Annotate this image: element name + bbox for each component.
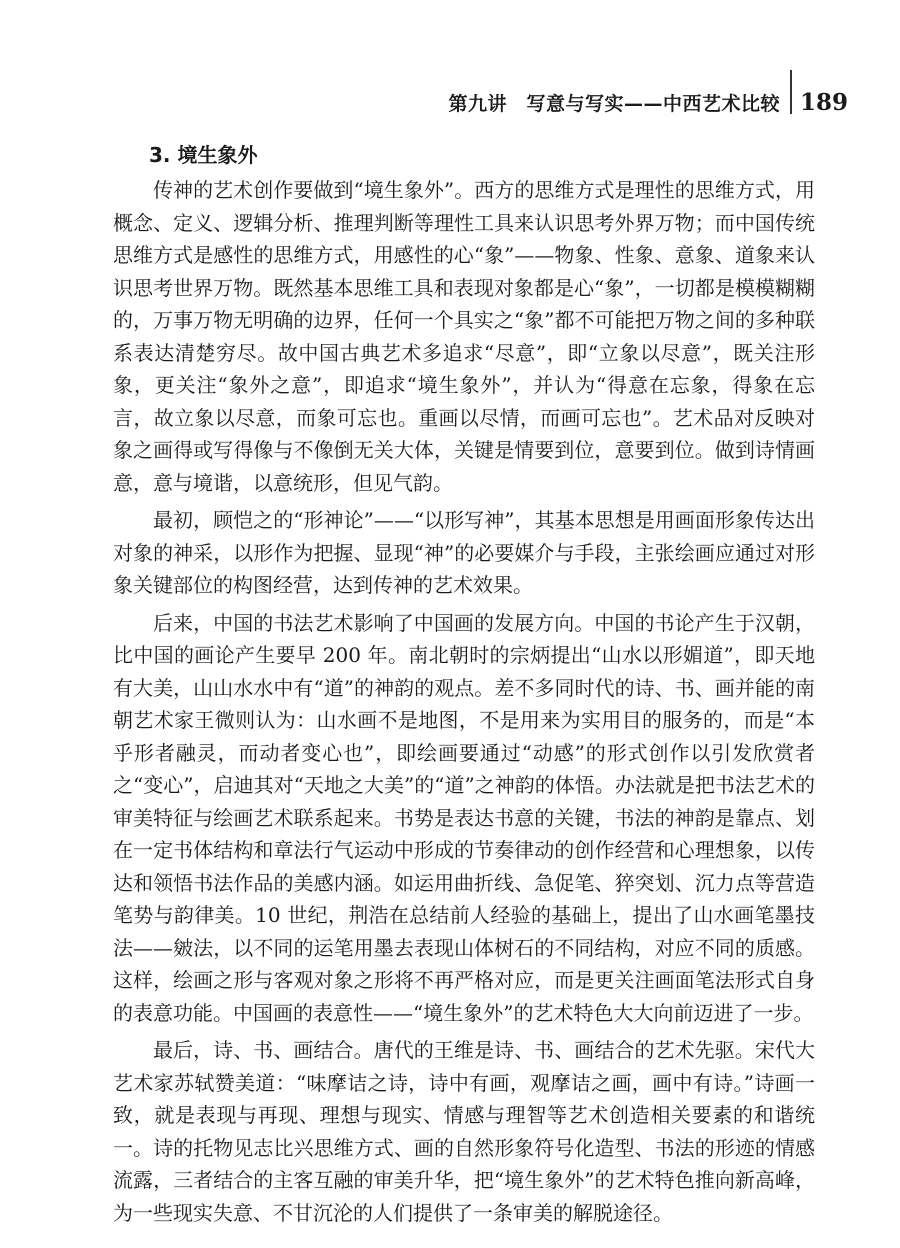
paragraph-2: 最初，顾恺之的“形神论”——“以形写神”，其基本思想是用画面形象传达出对象的神采，以形作为把握、显现“神”的必要媒介与手段，主张绘画应通过对形象关键部位的构图经营，达到传神的艺术效果。: [113, 508, 815, 597]
chapter-title: 第九讲 写意与写实——中西艺术比较: [448, 92, 780, 115]
running-header: [448, 80, 848, 124]
header-divider: [790, 70, 792, 114]
page-body: [113, 140, 815, 1234]
page-number: 189: [799, 88, 848, 116]
paragraph-4: 最后，诗、书、画结合。唐代的王维是诗、书、画结合的艺术先驱。宋代大艺术家苏轼赞美道：“味摩诘之诗，诗中有画，观摩诘之画，画中有诗。”诗画一致，就是表现与再现、理想与现实、情感与理智等艺术创造相关要素的和谐统一。诗的托物见志比兴思维方式、画的自然形象符号化造型、书法的形迹的情感流露，三者结合的主客互融的审美升华，把“境生象外”的艺术特色推向新高峰，为一些现实失意、不甘沉沦的人们提供了一条审美的解脱途径。: [113, 1038, 815, 1225]
paragraph-1: 传神的艺术创作要做到“境生象外”。西方的思维方式是理性的思维方式，用概念、定义、逻辑分析、推理判断等理性工具来认识思考外界万物；而中国传统思维方式是感性的思维方式，用感性的心“象”——物象、性象、意象、道象来认识思考世界万物。既然基本思维工具和表现对象都是心“象”，一切都是模模糊糊的，万事万物无明确的边界，任何一个具实之“象”都不可能把万物之间的多种联系表达清楚穷尽。故中国古典艺术多追求“尽意”，即“立象以尽意”，既关注形象，更关注“象外之意”，即追求“境生象外”，并认为“得意在忘象，得象在忘言，故立象以尽意，而象可忘也。重画以尽情，而画可忘也”。艺术品对反映对象之画得或写得像与不像倒无关大体，关键是情要到位，意要到位。做到诗情画意，意与境谐，以意统形，但见气韵。: [113, 178, 815, 495]
paragraph-3: 后来，中国的书法艺术影响了中国画的发展方向。中国的书论产生于汉朝，比中国的画论产生要早 200 年。南北朝时的宗炳提出“山水以形媚道”，即天地有大美，山山水水中有“道”的神韵的观点。差不多同时代的诗、书、画并能的南朝艺术家王微则认为：山水画不是地图，不是用来为实用目的服务的，而是“本乎形者融灵，而动者变心也”，即绘画要通过“动感”的形式创作以引发欣赏者之“变心”，启迪其对“天地之大美”的“道”之神韵的体悟。办法就是把书法艺术的审美特征与绘画艺术联系起来。书势是表达书意的关键，书法的神韵是靠点、划在一定书体结构和章法行气运动中形成的节奏律动的创作经营和心理想象，以传达和领悟书法作品的美感内涵。如运用曲折线、急促笔、猝突划、沉力点等营造笔势与韵律美。10 世纪，荆浩在总结前人经验的基础上，提出了山水画笔墨技法——皴法，以不同的运笔用墨去表现山体树石的不同结构，对应不同的质感。这样，绘画之形与客观对象之形将不再严格对应，而是更关注画面笔法形式自身的表意功能。中国画的表意性——“境生象外”的艺术特色大大向前迈进了一步。: [113, 610, 815, 1025]
section-heading: 3. 境生象外: [149, 143, 258, 167]
